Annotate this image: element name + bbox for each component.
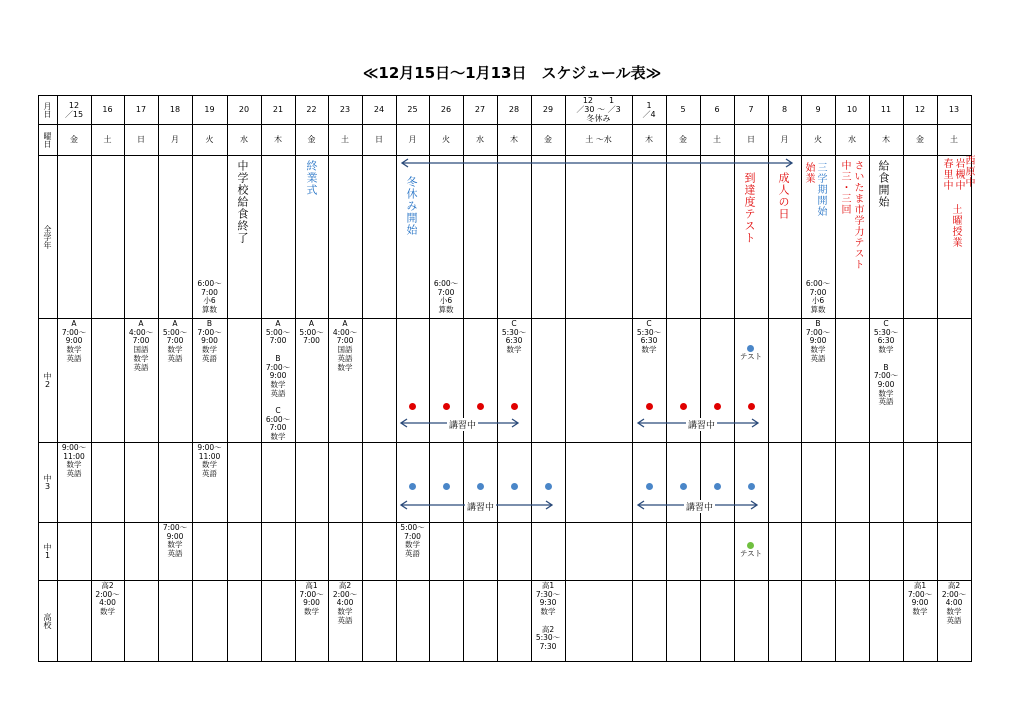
event-saitama_test_2: 中三・三回	[839, 160, 850, 215]
event-harugaoka: 春里中	[941, 158, 952, 191]
weekday-cell: 日	[747, 134, 755, 144]
study-dot	[511, 483, 518, 490]
chu2-cell: A 5:00～ 7:00 B 7:00～ 9:00 数学 英語 C 6:00～ 7:00 数学	[265, 319, 291, 442]
column-line	[632, 95, 633, 661]
chu2-cell: A 5:00～ 7:00	[299, 319, 324, 346]
row-label-text: 中2	[43, 371, 52, 389]
column-line	[734, 95, 735, 661]
date-cell: 26	[440, 105, 452, 114]
date-cell: 22	[306, 105, 317, 114]
row-label-text: 曜日	[43, 131, 52, 148]
weekday-cell: 木	[510, 134, 518, 144]
weekday-cell: 月	[408, 134, 417, 144]
weekday-cell: 金	[307, 134, 316, 144]
weekday-cell: 火	[205, 134, 214, 144]
column-line	[903, 95, 904, 661]
chu2-cell: B 7:00～ 9:00 数学 英語	[805, 319, 831, 363]
event-coming_of_age: 成人の日	[777, 172, 790, 220]
date-cell: 13	[948, 105, 960, 114]
chu2-cell: B 7:00～ 9:00 数学 英語	[197, 319, 222, 363]
column-line	[57, 95, 58, 661]
column-line	[768, 95, 769, 661]
row-label-text: 全学年	[43, 224, 52, 249]
date-cell: 23	[339, 105, 351, 114]
study-dot	[409, 483, 416, 490]
date-cell: 6	[714, 105, 720, 114]
chu3-cell: 9:00～ 11:00 数学 英語	[197, 443, 222, 479]
date-cell: 25	[407, 105, 418, 114]
weekday-cell: 水	[476, 134, 484, 144]
event-closing: 終業式	[305, 160, 318, 196]
weekday-cell: 土 ～水	[585, 134, 612, 144]
date-cell: 21	[272, 105, 284, 114]
event-iwatsuki: 岩槻中	[953, 158, 964, 191]
date-cell: 18	[169, 105, 181, 114]
weekday-cell: 土	[950, 134, 958, 144]
row-label-weekday	[38, 124, 57, 155]
date-cell: 20	[238, 105, 250, 114]
row-line	[38, 155, 971, 156]
date-cell: 5	[680, 105, 686, 114]
weekday-cell: 金	[916, 134, 924, 144]
event-saitama_test: さいたま市学力テスト	[852, 160, 863, 270]
weekday-cell: 土	[103, 134, 112, 144]
chu3-cell: 9:00～ 11:00 数学 英語	[61, 443, 87, 479]
study-label: 講習中	[465, 500, 496, 513]
study-dot	[646, 403, 653, 410]
chu2-cell: A 4:00～ 7:00 国語 数学 英語	[128, 319, 154, 372]
column-line	[396, 95, 397, 661]
weekday-cell: 土	[713, 134, 721, 144]
study-dot	[511, 403, 518, 410]
weekday-cell: 月	[171, 134, 179, 144]
weekday-cell: 日	[375, 134, 383, 144]
weekday-cell: 木	[645, 134, 653, 144]
column-line	[700, 95, 701, 661]
study-dot	[477, 483, 484, 490]
chu1-cell: テスト	[739, 549, 763, 558]
weekday-cell: 木	[882, 134, 890, 144]
study-dot	[748, 483, 755, 490]
winter-break-arrow	[400, 158, 794, 168]
table-border	[38, 95, 972, 662]
study-dot	[443, 483, 450, 490]
chu2-cell: C 5:30～ 6:30 数学	[636, 319, 662, 355]
date-cell: 17	[135, 105, 147, 114]
column-line	[835, 95, 836, 661]
row-line	[38, 442, 971, 443]
study-label: 講習中	[686, 418, 717, 431]
date-cell: 11	[880, 105, 892, 114]
date-cell: 12 1 ／30 ～ ／3 冬休み	[576, 96, 621, 123]
koukou-cell: 高2 2:00～ 4:00 数学 英語	[941, 581, 967, 625]
row-label-koukou	[38, 580, 57, 661]
date-cell: 19	[204, 105, 215, 114]
date-cell: 7	[748, 105, 754, 114]
date-cell: 8	[781, 105, 788, 114]
event-nishihara: 西原中	[963, 155, 974, 188]
weekday-cell: 金	[70, 134, 78, 144]
chu2-cell: A 4:00～ 7:00 国語 英語 数学	[332, 319, 358, 372]
study-dot	[714, 403, 721, 410]
weekday-cell: 金	[544, 134, 552, 144]
event-proficiency_test: 到達度テスト	[743, 172, 756, 244]
koukou-cell: 高2 2:00～ 4:00 数学 英語	[332, 581, 358, 625]
column-line	[124, 95, 125, 661]
event-saturday_class: 土曜授業	[950, 204, 961, 248]
row-label-all_grades	[38, 155, 57, 318]
weekday-cell: 火	[814, 134, 822, 144]
row-label-chu2	[38, 318, 57, 442]
column-line	[666, 95, 667, 661]
date-cell: 12	[914, 105, 926, 114]
study-dot	[680, 483, 687, 490]
chu2-cell: テスト	[739, 352, 763, 361]
study-dot	[545, 483, 552, 490]
all-grades-cell: 6:00～ 7:00 小6 算数	[197, 279, 222, 315]
column-line	[192, 95, 193, 661]
weekday-cell: 火	[442, 134, 450, 144]
chu2-cell: C 5:30～ 6:30 数学	[501, 319, 527, 355]
weekday-cell: 日	[137, 134, 145, 144]
study-dot	[443, 403, 450, 410]
weekday-cell: 水	[848, 134, 856, 144]
row-label-text: 中1	[43, 542, 52, 560]
koukou-cell: 高1 7:30～ 9:30 数学 高2 5:30～ 7:30	[535, 581, 561, 651]
date-cell: 29	[542, 105, 554, 114]
row-label-text: 中3	[43, 473, 52, 491]
chu2-cell: A 7:00～ 9:00 数学 英語	[61, 319, 87, 363]
all-grades-cell: 6:00～ 7:00 小6 算数	[805, 279, 831, 315]
event-lunch_end: 中学校給食終了	[236, 160, 249, 244]
study-dot	[748, 403, 755, 410]
test-dot	[747, 542, 754, 549]
row-line	[38, 580, 971, 581]
weekday-cell: 水	[240, 134, 248, 144]
date-cell: 10	[846, 105, 858, 114]
weekday-cell: 金	[679, 134, 687, 144]
chu2-cell: A 5:00～ 7:00 数学 英語	[162, 319, 188, 363]
event-lunch_start: 給食開始	[877, 160, 890, 208]
koukou-cell: 高1 7:00～ 9:00 数学	[299, 581, 324, 617]
column-line	[497, 95, 498, 661]
test-dot	[747, 345, 754, 352]
column-line	[295, 95, 296, 661]
all-grades-cell: 6:00～ 7:00 小6 算数	[433, 279, 459, 315]
chu2-cell: C 5:30～ 6:30 数学 B 7:00～ 9:00 数学 英語	[873, 319, 899, 407]
date-cell: 12 ／15	[64, 100, 84, 119]
column-line	[91, 95, 92, 661]
koukou-cell: 高2 2:00～ 4:00 数学	[95, 581, 120, 617]
weekday-cell: 月	[780, 134, 789, 144]
date-cell: 1 ／4	[642, 100, 656, 119]
row-label-chu1	[38, 522, 57, 580]
column-line	[531, 95, 532, 661]
koukou-cell: 高1 7:00～ 9:00 数学	[907, 581, 933, 617]
chu1-cell: 7:00～ 9:00 数学 英語	[162, 523, 188, 559]
study-dot	[714, 483, 721, 490]
weekday-cell: 土	[341, 134, 349, 144]
column-line	[227, 95, 228, 661]
date-cell: 9	[815, 105, 821, 114]
study-dot	[477, 403, 484, 410]
date-cell: 24	[373, 105, 385, 114]
event-winter_break: 冬休み開始	[405, 176, 418, 236]
column-line	[429, 95, 430, 661]
column-line	[328, 95, 329, 661]
date-cell: 27	[474, 105, 486, 114]
column-line	[362, 95, 363, 661]
column-line	[565, 95, 566, 661]
date-cell: 28	[508, 105, 520, 114]
study-dot	[409, 403, 416, 410]
study-dot	[646, 483, 653, 490]
row-label-chu3	[38, 442, 57, 522]
weekday-cell: 木	[274, 134, 282, 144]
row-label-month_day	[38, 95, 57, 124]
event-term3_start_2: 始業	[803, 162, 814, 184]
column-line	[937, 95, 938, 661]
study-label: 講習中	[684, 500, 715, 513]
date-cell: 16	[102, 105, 113, 114]
chu1-cell: 5:00～ 7:00 数学 英語	[400, 523, 425, 559]
event-term3_start: 三学期開始	[815, 162, 826, 217]
column-line	[463, 95, 464, 661]
row-label-text: 月日	[43, 101, 52, 118]
study-dot	[680, 403, 687, 410]
row-label-text: 高校	[43, 612, 52, 629]
study-label: 講習中	[447, 418, 478, 431]
page-title: ≪12月15日～1月13日 スケジュール表≫	[362, 64, 662, 82]
column-line	[158, 95, 159, 661]
